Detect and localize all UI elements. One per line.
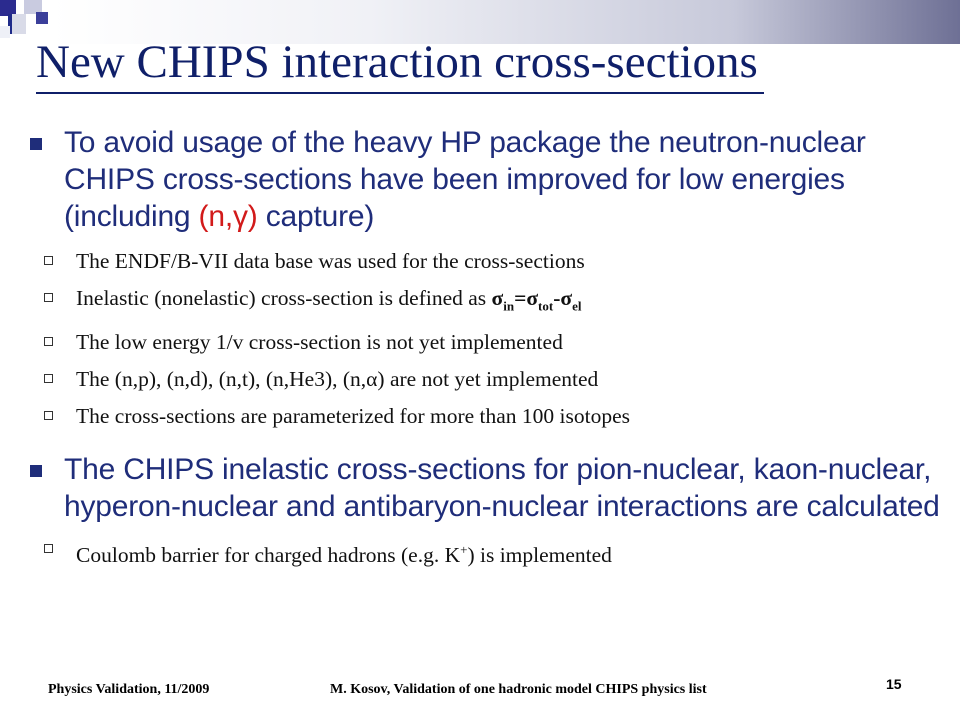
hollow-square-bullet-icon	[44, 411, 53, 420]
bullet-item-1	[28, 124, 948, 235]
sub-bullet-4	[28, 365, 948, 394]
footer-center: M. Kosov, Validation of one hadronic model CHIPS physics list	[330, 682, 707, 697]
sub-bullet-6	[28, 535, 948, 570]
decor-square	[8, 14, 26, 34]
sub-bullet-3	[28, 328, 948, 357]
sub-bullet-text: The (n,p), (n,d), (n,t), (n,He3), (n,α) are not yet implemented	[76, 367, 599, 392]
sub-bullet-2	[28, 284, 948, 320]
sub-bullet-text: The cross-sections are parameterized for more than 100 isotopes	[76, 404, 631, 429]
decor-square	[36, 12, 48, 24]
formula-sub-tot: tot	[538, 298, 554, 314]
square-bullet-icon	[30, 138, 42, 150]
slide-content	[28, 124, 948, 570]
sub-bullet-text: Coulomb barrier for charged hadrons (e.g. K	[76, 543, 461, 568]
sub-bullet-text: Inelastic (nonelastic) cross-section is defined as	[76, 286, 487, 310]
formula-sigma: σ	[491, 286, 504, 310]
formula-sub-el: el	[572, 298, 582, 314]
sub-bullet-text-end: ) is implemented	[467, 543, 612, 568]
sub-bullet-text: The low energy 1/v cross-section is not yet implemented	[76, 330, 563, 355]
hollow-square-bullet-icon	[44, 544, 53, 553]
bullet-text-end: capture)	[257, 200, 375, 233]
decor-square	[0, 26, 10, 38]
formula-sigma: σ	[560, 286, 573, 310]
hollow-square-bullet-icon	[44, 337, 53, 346]
bullet-text: To avoid usage of the heavy HP package the neutron-nuclear CHIPS cross-sections have been improved for low energies (including	[64, 126, 866, 233]
sub-bullet-text: The ENDF/B-VII data base was used for the cross-sections	[76, 249, 585, 273]
sub-bullet-1	[28, 247, 948, 276]
bullet-highlight: (n,γ)	[198, 200, 258, 233]
hollow-square-bullet-icon	[44, 374, 53, 383]
formula	[491, 286, 582, 314]
page-number: 15	[886, 676, 902, 692]
slide-title: New CHIPS interaction cross-sections	[36, 32, 764, 94]
hollow-square-bullet-icon	[44, 256, 53, 265]
formula-eq: =	[514, 286, 527, 310]
bullet-item-2	[28, 451, 948, 525]
sub-bullet-5	[28, 402, 948, 431]
formula-sigma: σ	[526, 286, 539, 310]
bullet-text: The CHIPS inelastic cross-sections for pion-nuclear, kaon-nuclear, hyperon-nuclear and antibaryon-nuclear interactions are calculated	[64, 453, 940, 524]
formula-minus: -	[553, 286, 561, 310]
sub-bullet-sup: +	[460, 542, 468, 558]
footer-left: Physics Validation, 11/2009	[48, 682, 210, 697]
formula-sub-in: in	[503, 298, 515, 314]
square-bullet-icon	[30, 465, 42, 477]
hollow-square-bullet-icon	[44, 293, 53, 302]
